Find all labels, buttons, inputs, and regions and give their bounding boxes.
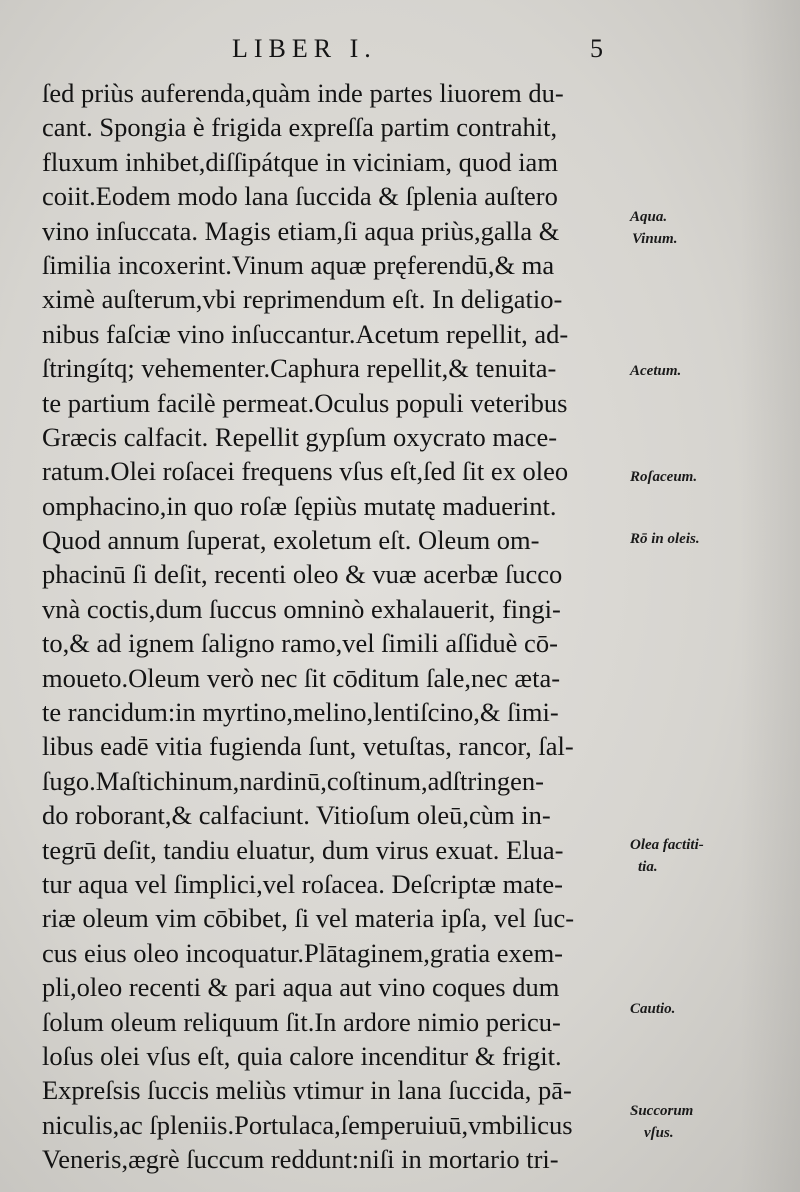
text-line: ſtringítq; vehementer.Caphura repellit,& tenuita- <box>42 353 557 384</box>
facing-page-bleed <box>740 0 800 1192</box>
text-line: phacinū ſi deſit, recenti oleo & vuæ acerbæ ſucco <box>42 559 563 590</box>
text-line: tur aqua vel ſimplici,vel roſacea. Deſcriptæ mate- <box>42 868 563 899</box>
text-line: nibus faſciæ vino inſuccantur.Acetum repellit, ad- <box>42 318 569 349</box>
text-line: te rancidum:in myrtino,melino,lentiſcino,& ſimi- <box>42 697 559 728</box>
text-line: tegrū deſit, tandiu eluatur, dum virus exuat. Elua- <box>42 834 564 865</box>
marginal-note-line: tia. <box>638 859 658 875</box>
text-line: pli,oleo recenti & pari aqua aut vino coques dum <box>42 972 560 1003</box>
marginal-note-line: vſus. <box>644 1125 674 1141</box>
text-line: ratum.Olei roſacei frequens vſus eſt,ſed ſit ex oleo <box>42 456 569 487</box>
text-line: loſus olei vſus eſt, quia calore incenditur & frigit. <box>42 1040 562 1071</box>
text-line: te partium facilè permeat.Oculus populi veteribus <box>42 387 568 418</box>
text-line: ſimilia incoxerint.Vinum aquæ pręferendū,& ma <box>42 249 555 280</box>
text-line: Quod annum ſuperat, exoletum eſt. Oleum om- <box>42 525 540 556</box>
marginal-note-line: Vinum. <box>632 231 678 247</box>
page-number: 5 <box>590 34 603 63</box>
text-line: do roborant,& calfaciunt. Vitioſum oleū,cùm in- <box>42 800 551 831</box>
text-line: niculis,ac ſpleniis.Portulaca,ſemperuiuū,vmbilicus <box>42 1109 573 1140</box>
text-line: coiit.Eodem modo lana ſuccida & ſplenia auſtero <box>42 181 558 212</box>
text-line: vnà coctis,dum ſuccus omninò exhalauerit, fingi- <box>42 593 561 624</box>
text-line: cus eius oleo incoquatur.Plātaginem,gratia exem- <box>42 937 564 968</box>
text-line: ſolum oleum reliquum ſit.In ardore nimio pericu- <box>42 1006 561 1037</box>
text-line: ſed priùs auferenda,quàm inde partes liuorem du- <box>42 78 564 108</box>
text-line: Expreſsis ſuccis meliùs vtimur in lana ſuccida, pā- <box>42 1075 572 1106</box>
text-line: vino inſuccata. Magis etiam,ſi aqua priùs,galla & <box>42 215 560 246</box>
body-text <box>42 76 642 1177</box>
text-line: fluxum inhibet,diſſipátque in viciniam, quod iam <box>42 146 558 177</box>
marginal-note-line: Aqua. <box>630 209 668 225</box>
text-line: cant. Spongia è frigida expreſſa partim contrahit, <box>42 112 558 143</box>
text-line: libus eadē vitia fugienda ſunt, vetuſtas, rancor, ſal- <box>42 731 574 762</box>
marginal-note-line: Roſaceum. <box>630 469 698 485</box>
text-line: ximè auſterum,vbi reprimendum eſt. In deligatio- <box>42 284 563 315</box>
text-line: riæ oleum vim cōbibet, ſi vel materia ipſa, vel ſuc- <box>42 903 575 934</box>
marginal-note-line: Cautio. <box>630 1001 676 1017</box>
marginal-note-line: Succorum <box>630 1103 694 1119</box>
text-line: Græcis calfacit. Repellit gypſum oxycrato mace- <box>42 421 558 452</box>
text-line: ſugo.Maſtichinum,nardinū,coſtinum,adſtringen- <box>42 765 544 796</box>
text-line: moueto.Oleum verò nec ſit cōditum ſale,nec æta- <box>42 662 561 693</box>
marginal-note-line: Olea factiti- <box>630 837 704 853</box>
running-head: LIBER I. <box>232 34 377 63</box>
text-line: omphacino,in quo roſæ ſępiùs mutatę maduerint. <box>42 490 557 521</box>
text-line: Veneris,ægrè ſuccum reddunt:niſi in mortario tri- <box>42 1144 559 1175</box>
text-line: to,& ad ignem ſaligno ramo,vel ſimili aſſiduè cō- <box>42 628 558 659</box>
marginal-note-line: Rō in oleis. <box>630 531 700 547</box>
marginal-note-line: Acetum. <box>630 363 682 379</box>
